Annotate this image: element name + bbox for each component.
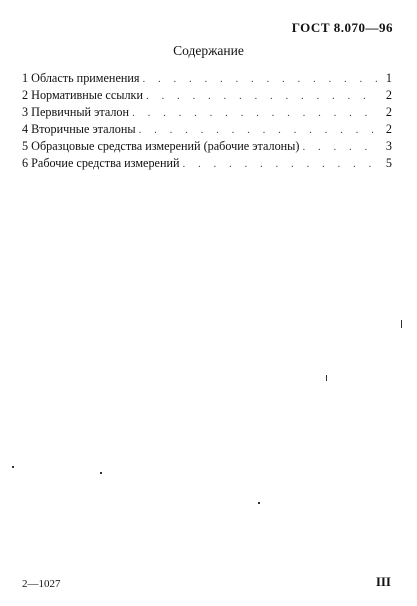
scan-speck (401, 320, 402, 328)
toc-entry-label: 4 Вторичные эталоны (22, 122, 136, 136)
dot-leader (302, 141, 379, 153)
toc-entry-reference-instruments[interactable] (22, 139, 392, 156)
toc-entry-page: 1 (385, 71, 392, 85)
toc-entry-label: 2 Нормативные ссылки (22, 88, 143, 102)
toc-entry-label: 3 Первичный эталон (22, 105, 130, 119)
scan-speck (100, 472, 102, 474)
toc-entry-label: 5 Образцовые средства измерений (рабочие эталоны) (22, 139, 300, 153)
document-code-header: ГОСТ 8.070—96 (291, 20, 393, 35)
scan-speck (326, 375, 327, 381)
toc-entry-secondary-standards[interactable] (22, 122, 392, 139)
toc-entry-label: 6 Рабочие средства измерений (22, 156, 180, 170)
toc-entry-page: 2 (385, 105, 392, 119)
toc-entry-primary-standard[interactable] (22, 105, 392, 122)
toc-entry-page: 5 (385, 156, 392, 170)
toc-entry-working-instruments[interactable] (22, 156, 392, 173)
dot-leader (139, 124, 379, 136)
toc-entry-scope[interactable] (22, 71, 392, 88)
page-number: III (375, 574, 391, 589)
dot-leader (132, 107, 379, 119)
dot-leader (143, 73, 379, 85)
toc-title: Содержание (173, 43, 244, 58)
dot-leader (146, 90, 379, 102)
toc-entry-label: 1 Область применения (22, 71, 140, 85)
table-of-contents (22, 71, 392, 173)
toc-entry-normative-references[interactable] (22, 88, 392, 105)
scan-speck (12, 466, 14, 468)
scan-speck (258, 502, 260, 504)
toc-entry-page: 2 (385, 122, 392, 136)
toc-entry-page: 3 (385, 139, 392, 153)
dot-leader (183, 158, 379, 170)
sheet-code: 2—1027 (22, 578, 61, 590)
toc-entry-page: 2 (385, 88, 392, 102)
